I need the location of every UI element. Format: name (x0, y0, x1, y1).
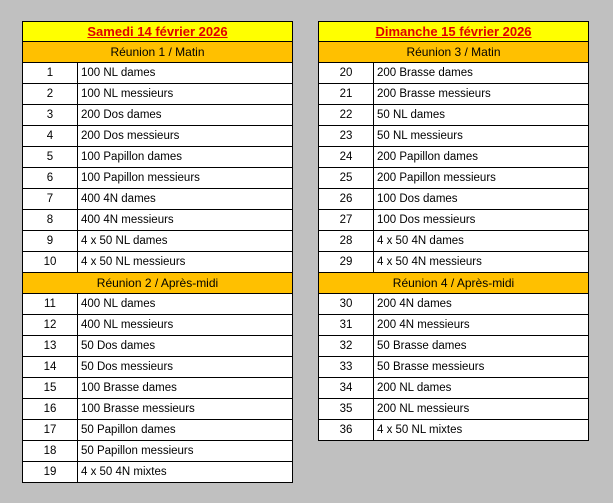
event-name: 50 Papillon dames (81, 424, 176, 436)
event-name: 50 NL dames (377, 109, 445, 121)
event-name: 4 x 50 NL dames (81, 235, 168, 247)
event-name: 200 4N messieurs (377, 319, 470, 331)
event-number: 1 (23, 63, 78, 83)
event-name: 100 Brasse messieurs (81, 403, 195, 415)
event-number: 34 (319, 378, 374, 398)
event-name: 100 Papillon dames (81, 151, 183, 163)
event-number: 9 (23, 231, 78, 251)
event-row (318, 63, 589, 84)
event-number: 3 (23, 105, 78, 125)
event-row (318, 210, 589, 231)
event-row (22, 105, 293, 126)
event-row (22, 168, 293, 189)
event-row (22, 210, 293, 231)
event-name: 400 NL dames (81, 298, 156, 310)
event-row (22, 84, 293, 105)
event-number: 10 (23, 252, 78, 272)
event-number: 17 (23, 420, 78, 440)
event-name: 100 Dos dames (377, 193, 458, 205)
event-number: 23 (319, 126, 374, 146)
event-row (22, 147, 293, 168)
event-number: 16 (23, 399, 78, 419)
event-number: 25 (319, 168, 374, 188)
event-name: 4 x 50 4N mixtes (81, 466, 167, 478)
event-row (318, 399, 589, 420)
event-row (318, 168, 589, 189)
event-number: 5 (23, 147, 78, 167)
event-name: 200 Dos dames (81, 109, 162, 121)
event-row (22, 294, 293, 315)
event-number: 8 (23, 210, 78, 230)
event-row (22, 189, 293, 210)
session-header: Réunion 4 / Après-midi (318, 273, 589, 294)
event-name: 100 Dos messieurs (377, 214, 476, 226)
event-number: 33 (319, 357, 374, 377)
event-row (318, 357, 589, 378)
event-number: 2 (23, 84, 78, 104)
event-name: 200 Brasse dames (377, 67, 473, 79)
event-number: 18 (23, 441, 78, 461)
event-name: 200 4N dames (377, 298, 452, 310)
event-number: 19 (23, 462, 78, 482)
day-schedule-saturday (22, 21, 293, 483)
event-row (22, 399, 293, 420)
event-name: 200 Papillon dames (377, 151, 479, 163)
event-number: 30 (319, 294, 374, 314)
event-row (22, 252, 293, 273)
day-header: Samedi 14 février 2026 (22, 21, 293, 42)
event-name: 50 Papillon messieurs (81, 445, 194, 457)
event-row (22, 231, 293, 252)
event-name: 100 Papillon messieurs (81, 172, 200, 184)
event-row (318, 231, 589, 252)
event-name: 4 x 50 4N messieurs (377, 256, 482, 268)
event-number: 12 (23, 315, 78, 335)
event-name: 100 NL messieurs (81, 88, 174, 100)
event-name: 4 x 50 NL mixtes (377, 424, 463, 436)
event-name: 50 Dos messieurs (81, 361, 174, 373)
event-name: 50 NL messieurs (377, 130, 463, 142)
session-header: Réunion 3 / Matin (318, 42, 589, 63)
event-row (22, 336, 293, 357)
event-name: 50 Dos dames (81, 340, 156, 352)
event-row (318, 126, 589, 147)
event-number: 27 (319, 210, 374, 230)
event-row (22, 378, 293, 399)
event-name: 50 Brasse dames (377, 340, 467, 352)
event-row (22, 462, 293, 483)
event-number: 4 (23, 126, 78, 146)
event-row (318, 378, 589, 399)
event-number: 36 (319, 420, 374, 440)
event-number: 24 (319, 147, 374, 167)
event-number: 15 (23, 378, 78, 398)
event-name: 200 Papillon messieurs (377, 172, 496, 184)
event-number: 26 (319, 189, 374, 209)
event-row (318, 420, 589, 441)
event-row (22, 63, 293, 84)
event-name: 50 Brasse messieurs (377, 361, 485, 373)
event-row (22, 315, 293, 336)
event-row (22, 441, 293, 462)
day-header: Dimanche 15 février 2026 (318, 21, 589, 42)
event-row (318, 189, 589, 210)
event-row (22, 420, 293, 441)
event-name: 100 Brasse dames (81, 382, 177, 394)
event-name: 400 4N dames (81, 193, 156, 205)
event-number: 29 (319, 252, 374, 272)
day-schedule-sunday (318, 21, 589, 441)
event-row (318, 315, 589, 336)
event-number: 31 (319, 315, 374, 335)
session-header: Réunion 1 / Matin (22, 42, 293, 63)
event-row (22, 357, 293, 378)
event-number: 22 (319, 105, 374, 125)
event-name: 200 Brasse messieurs (377, 88, 491, 100)
event-row (318, 147, 589, 168)
event-number: 11 (23, 294, 78, 314)
event-name: 100 NL dames (81, 67, 156, 79)
event-row (22, 126, 293, 147)
event-number: 20 (319, 63, 374, 83)
event-name: 400 4N messieurs (81, 214, 174, 226)
event-name: 400 NL messieurs (81, 319, 174, 331)
session-header: Réunion 2 / Après-midi (22, 273, 293, 294)
event-row (318, 105, 589, 126)
event-number: 7 (23, 189, 78, 209)
event-number: 28 (319, 231, 374, 251)
event-name: 200 NL messieurs (377, 403, 470, 415)
event-name: 4 x 50 4N dames (377, 235, 464, 247)
event-row (318, 294, 589, 315)
event-number: 14 (23, 357, 78, 377)
event-name: 200 Dos messieurs (81, 130, 180, 142)
event-number: 21 (319, 84, 374, 104)
event-number: 13 (23, 336, 78, 356)
event-row (318, 84, 589, 105)
event-number: 6 (23, 168, 78, 188)
event-number: 32 (319, 336, 374, 356)
event-row (318, 336, 589, 357)
event-name: 4 x 50 NL messieurs (81, 256, 186, 268)
event-name: 200 NL dames (377, 382, 452, 394)
event-row (318, 252, 589, 273)
event-number: 35 (319, 399, 374, 419)
